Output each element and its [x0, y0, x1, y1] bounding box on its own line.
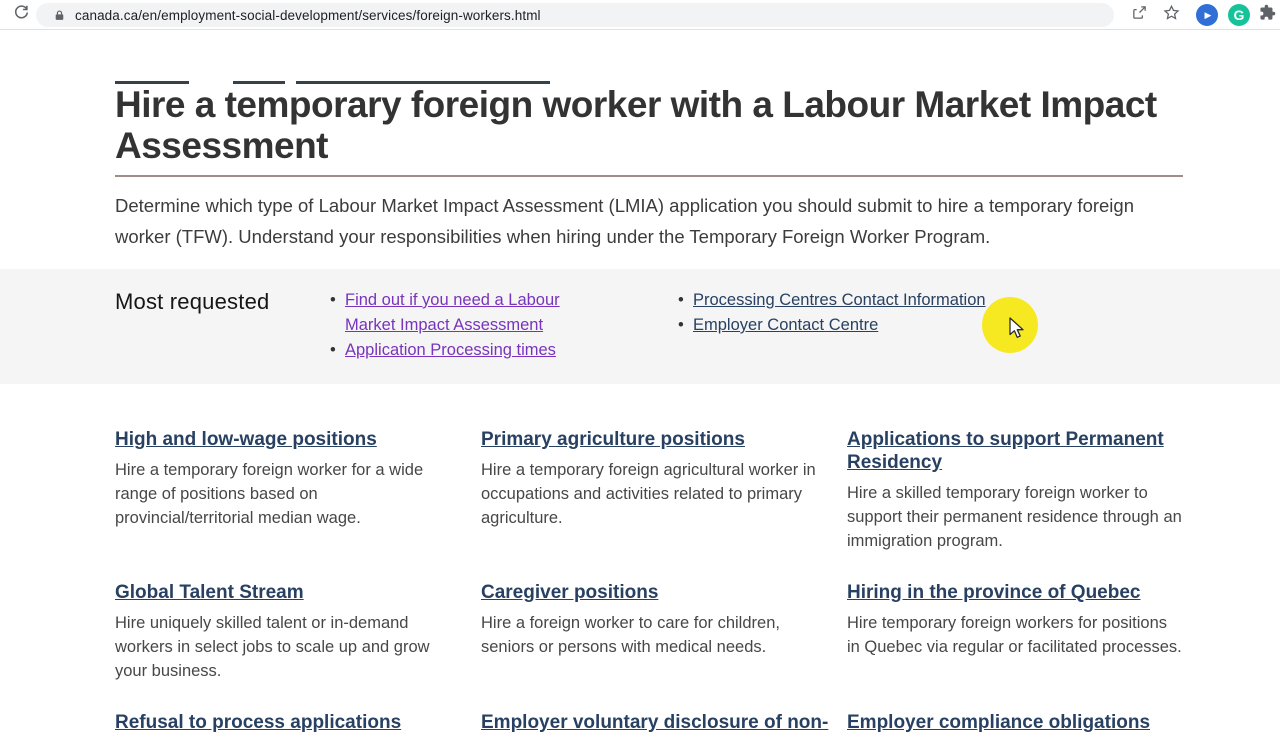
card-link[interactable]: Global Talent Stream	[115, 582, 304, 603]
card-voluntary-disclosure	[481, 711, 829, 734]
card-description: Hire a temporary foreign worker for a wide range of positions based on provincial/territorial median wage.	[115, 461, 424, 527]
list-item	[678, 288, 1008, 313]
star-icon	[1163, 4, 1180, 26]
card-description: Hire uniquely skilled talent or in-demand workers in select jobs to scale up and grow your business.	[115, 614, 430, 680]
card-description: Hire a skilled temporary foreign worker to support their permanent residence through an immigration program.	[847, 484, 1182, 550]
grammarly-letter: G	[1233, 7, 1245, 23]
card-permanent-residency	[847, 428, 1183, 553]
cut-off-link-underline	[115, 81, 189, 84]
cut-off-link-underline	[296, 81, 550, 84]
puzzle-icon	[1259, 4, 1276, 26]
heading-rule	[115, 175, 1183, 177]
list-item	[678, 313, 1008, 338]
page-title: Hire a temporary foreign worker with a Labour Market Impact Assessment	[115, 84, 1157, 166]
card-link[interactable]: High and low-wage positions	[115, 429, 377, 450]
card-quebec	[847, 581, 1183, 683]
play-glyph: ▶	[1204, 9, 1212, 20]
most-requested-list-1	[330, 288, 608, 363]
card-refusal-to-process	[115, 711, 451, 734]
card-global-talent-stream	[115, 581, 451, 683]
card-description: Hire temporary foreign workers for positions in Quebec via regular or facilitated processes.	[847, 614, 1182, 656]
card-link[interactable]: Hiring in the province of Quebec	[847, 582, 1141, 603]
card-link[interactable]: Refusal to process applications	[115, 712, 402, 733]
browser-toolbar	[0, 0, 1280, 30]
link-find-out-lmia[interactable]: Find out if you need a Labour Market Impact Assessment	[345, 291, 560, 334]
play-extension-icon[interactable]	[1196, 4, 1218, 26]
most-requested-band	[0, 269, 1280, 384]
card-link[interactable]: Applications to support Permanent Residency	[847, 429, 1164, 473]
card-primary-agriculture	[481, 428, 817, 553]
page-content	[0, 84, 1280, 734]
address-bar[interactable]	[36, 3, 1114, 27]
bookmark-button[interactable]	[1160, 4, 1182, 26]
grammarly-icon[interactable]	[1228, 4, 1250, 26]
link-application-processing-times[interactable]: Application Processing times	[345, 341, 556, 359]
extensions-menu-button[interactable]	[1256, 4, 1278, 26]
reload-icon	[13, 4, 30, 26]
card-caregiver	[481, 581, 817, 683]
mouse-cursor-icon	[1007, 317, 1027, 344]
url-text: canada.ca/en/employment-social-development/services/foreign-workers.html	[75, 7, 541, 23]
share-button[interactable]	[1128, 4, 1150, 26]
link-processing-centres-contact[interactable]: Processing Centres Contact Information	[693, 291, 986, 309]
card-link[interactable]: Caregiver positions	[481, 582, 659, 603]
card-description: Hire a foreign worker to care for children, seniors or persons with medical needs.	[481, 614, 780, 656]
topic-cards-grid	[115, 428, 1280, 734]
lock-icon	[53, 8, 66, 23]
card-link[interactable]: Primary agriculture positions	[481, 429, 745, 450]
cursor-highlight-circle	[982, 297, 1038, 353]
link-employer-contact-centre[interactable]: Employer Contact Centre	[693, 316, 879, 334]
intro-paragraph: Determine which type of Labour Market Impact Assessment (LMIA) application you should submit to hire a temporary foreign worker (TFW). Understand your responsibilities when hiring under the Temporary Foreign Worker Program.	[115, 195, 1134, 247]
card-link[interactable]: Employer compliance obligations	[847, 712, 1151, 733]
card-compliance-obligations	[847, 711, 1183, 734]
card-description: Hire a temporary foreign agricultural worker in occupations and activities related to primary agriculture.	[481, 461, 816, 527]
share-icon	[1131, 4, 1148, 26]
most-requested-list-2	[678, 288, 1008, 338]
most-requested-heading: Most requested	[115, 289, 270, 314]
list-item	[330, 338, 608, 363]
card-high-low-wage	[115, 428, 451, 553]
reload-button[interactable]	[10, 4, 32, 26]
list-item	[330, 288, 608, 338]
cut-off-link-underline	[233, 81, 285, 84]
card-link[interactable]: Employer voluntary disclosure of non-	[481, 712, 829, 733]
